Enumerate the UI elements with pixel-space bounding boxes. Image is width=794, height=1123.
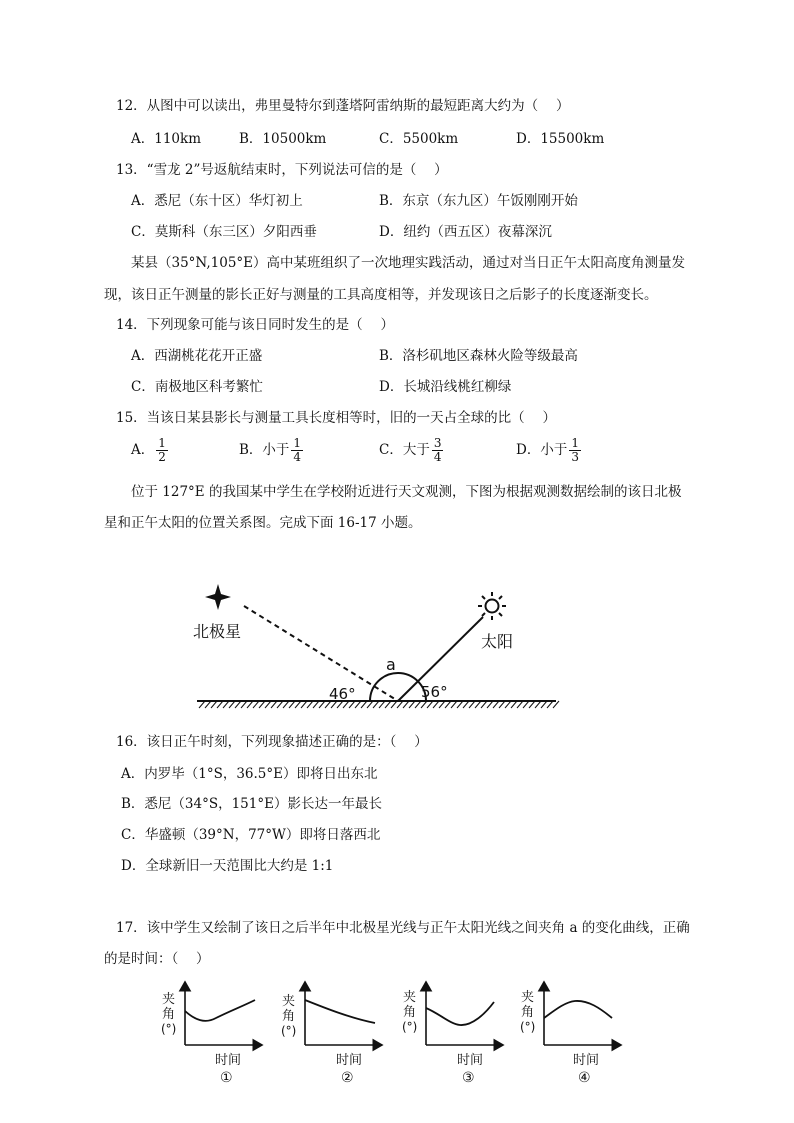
ground-hatch-line — [301, 701, 307, 708]
passage2-line1: 位于 127°E 的我国某中学生在学校附近进行天文观测，下图为根据观测数据绘制的该日北极 — [131, 484, 682, 500]
q16-option-b: B．悉尼（34°S，151°E）影长达一年最长 — [121, 796, 382, 812]
ground-hatch-line — [487, 701, 493, 708]
ground-hatch-line — [205, 701, 211, 708]
ground-hatch-line — [289, 701, 295, 708]
q13-option-c: C．莫斯科（东三区）夕阳西垂 — [131, 224, 317, 240]
graph-2-ylabel-2: 角 — [282, 1009, 296, 1024]
angle-a-label: a — [386, 655, 396, 674]
q12-option-c: C．5500km — [379, 131, 459, 147]
q16-stem: 16．该日正午时刻，下列现象描述正确的是：（ ） — [116, 734, 428, 750]
graph-3-ylabel-2: 角 — [403, 1005, 417, 1020]
graph-2-yunit: (°) — [281, 1024, 297, 1038]
ground-hatch-line — [379, 701, 385, 708]
graph-3 — [402, 982, 503, 1086]
graph-3-number: ③ — [462, 1070, 475, 1086]
graph-4-ylabel-1: 夹 — [521, 990, 535, 1005]
ground-hatch-line — [445, 701, 451, 708]
graph-2-curve — [305, 1000, 375, 1023]
ground-hatch-line — [451, 701, 457, 708]
ground-hatch-line — [199, 701, 205, 708]
ground-hatch-line — [421, 701, 427, 708]
ground-hatch-line — [385, 701, 391, 708]
graph-4-yunit: (°) — [520, 1020, 536, 1034]
passage2-line2: 星和正午太阳的位置关系图。完成下面 16-17 小题。 — [104, 515, 422, 531]
graph-1-ylabel-2: 角 — [162, 1007, 176, 1022]
graph-4-number: ④ — [578, 1070, 591, 1086]
right-angle-label: 56° — [421, 683, 448, 701]
q14-stem: 14．下列现象可能与该日同时发生的是（ ） — [116, 317, 394, 333]
q15-stem: 15．当该日某县影长与测量工具长度相等时，旧的一天占全球的比（ ） — [116, 410, 556, 426]
ground-hatch-line — [361, 701, 367, 708]
ground-hatch-line — [355, 701, 361, 708]
ground-hatch-line — [553, 701, 559, 708]
ground-hatch-line — [283, 701, 289, 708]
q15-option-c — [379, 437, 443, 464]
ground-hatch-line — [265, 701, 271, 708]
ground-hatch-line — [277, 701, 283, 708]
angle-curve-graphs — [0, 978, 794, 1088]
ground-hatch-line — [439, 701, 445, 708]
ground-hatch-line — [391, 701, 397, 708]
graph-2-xlabel: 时间 — [336, 1053, 363, 1068]
ground — [197, 701, 559, 708]
ground-hatch-line — [217, 701, 223, 708]
graph-1-ylabel-1: 夹 — [162, 992, 176, 1007]
ground-hatch-line — [295, 701, 301, 708]
ground-hatch-line — [511, 701, 517, 708]
graph-4 — [520, 982, 621, 1086]
ground-hatch-line — [409, 701, 415, 708]
graph-1-xlabel: 时间 — [215, 1053, 242, 1068]
q17-stem-line1: 17．该中学生又绘制了该日之后半年中北极星光线与正午太阳光线之间夹角 a 的变化曲线，正确 — [116, 920, 690, 936]
ground-hatch-line — [505, 701, 511, 708]
ground-hatch-line — [373, 701, 379, 708]
q15-option-a — [131, 437, 168, 464]
q13-option-d: D．纽约（西五区）夜幕深沉 — [379, 224, 552, 240]
ground-hatch-line — [469, 701, 475, 708]
ground-hatch-line — [367, 701, 373, 708]
q15-option-d — [516, 437, 581, 464]
q15-option-a-prefix: A． — [131, 442, 155, 458]
graph-1-curve — [185, 1000, 255, 1021]
q14-option-b: B．洛杉矶地区森林火险等级最高 — [379, 348, 578, 364]
ground-hatch-line — [475, 701, 481, 708]
sun-label: 太阳 — [481, 632, 514, 651]
ground-hatch-line — [535, 701, 541, 708]
q16-option-d: D．全球新旧一天范围比大约是 1:1 — [121, 858, 334, 874]
graph-2-number: ② — [341, 1070, 354, 1086]
q15-option-b-prefix: B．小于 — [239, 442, 290, 458]
q14-option-a: A．西湖桃花花开正盛 — [131, 348, 263, 364]
graph-4-curve — [544, 1001, 612, 1018]
graph-1 — [161, 982, 262, 1086]
graph-3-curve — [426, 1002, 494, 1025]
left-angle-label: 46° — [329, 685, 356, 703]
graph-1-yunit: (°) — [161, 1022, 177, 1036]
q15-option-a-fraction: $\frac{1}{2}$ — [158, 436, 166, 464]
graph-4-ylabel-2: 角 — [521, 1005, 535, 1020]
ground-hatch-line — [253, 701, 259, 708]
ground-hatch-line — [427, 701, 433, 708]
q16-option-a: A．内罗毕（1°S，36.5°E）即将日出东北 — [121, 766, 378, 782]
ground-hatch-line — [223, 701, 229, 708]
q15-option-d-fraction: $\frac{1}{3}$ — [571, 436, 579, 464]
ground-hatch-line — [481, 701, 487, 708]
ground-hatch-line — [499, 701, 505, 708]
ground-hatch-line — [229, 701, 235, 708]
passage1-line1: 某县（35°N,105°E）高中某班组织了一次地理实践活动，通过对当日正午太阳高度角测量发 — [131, 255, 686, 271]
ground-hatch-line — [517, 701, 523, 708]
q15-option-b-fraction: $\frac{1}{4}$ — [293, 436, 302, 464]
polaris-label: 北极星 — [193, 622, 242, 641]
q12-stem: 12．从图中可以读出，弗里曼特尔到蓬塔阿雷纳斯的最短距离大约为（ ） — [116, 98, 570, 114]
graph-3-xlabel: 时间 — [457, 1053, 484, 1068]
ground-hatch-line — [403, 701, 409, 708]
ground-hatch-line — [493, 701, 499, 708]
ground-hatch-line — [235, 701, 241, 708]
ground-hatch-line — [313, 701, 319, 708]
q14-option-c: C．南极地区科考繁忙 — [131, 379, 263, 395]
sun-icon — [478, 592, 506, 620]
q17-stem-line2: 的是时间：（ ） — [104, 951, 210, 967]
ground-hatch-line — [259, 701, 265, 708]
polaris-star-icon — [205, 584, 231, 610]
graph-3-yunit: (°) — [402, 1020, 418, 1034]
ground-hatch-line — [241, 701, 247, 708]
graph-1-number: ① — [220, 1070, 233, 1086]
q12-option-b: B．10500km — [239, 131, 327, 147]
graph-4-xlabel: 时间 — [573, 1053, 600, 1068]
q12-option-a: A．110km — [131, 131, 201, 147]
ground-hatch-line — [529, 701, 535, 708]
q13-stem: 13．“雪龙 2”号返航结束时，下列说法可信的是（ ） — [116, 162, 448, 178]
ground-hatch-line — [247, 701, 253, 708]
ground-hatch-line — [541, 701, 547, 708]
angle-arc — [370, 673, 426, 701]
ground-hatch-line — [457, 701, 463, 708]
ground-hatch-line — [211, 701, 217, 708]
ground-hatch-line — [547, 701, 553, 708]
graph-2 — [281, 982, 382, 1086]
ground-hatch-line — [307, 701, 313, 708]
ground-hatch-line — [523, 701, 529, 708]
ground-hatch-line — [397, 701, 403, 708]
ground-hatch-line — [319, 701, 325, 708]
q15-option-c-prefix: C．大于 — [379, 442, 430, 458]
ground-hatch-line — [271, 701, 277, 708]
ground-hatch-line — [433, 701, 439, 708]
q13-option-b: B．东京（东九区）午饭刚刚开始 — [379, 193, 578, 209]
ground-hatch-line — [415, 701, 421, 708]
q15-option-d-prefix: D．小于 — [516, 442, 568, 458]
q14-option-d: D．长城沿线桃红柳绿 — [379, 379, 512, 395]
q15-option-b — [239, 437, 303, 464]
q16-option-c: C．华盛顿（39°N，77°W）即将日落西北 — [121, 827, 381, 843]
graph-2-ylabel-1: 夹 — [282, 994, 296, 1009]
graph-3-ylabel-1: 夹 — [403, 990, 417, 1005]
passage1-line2: 现，该日正午测量的影长正好与测量的工具高度相等，并发现该日之后影子的长度逐渐变长。 — [104, 287, 658, 303]
q13-option-a: A．悉尼（东十区）华灯初上 — [131, 193, 303, 209]
ground-hatch-line — [463, 701, 469, 708]
q15-option-c-fraction: $\frac{3}{4}$ — [433, 436, 442, 464]
polaris-sun-figure — [0, 578, 794, 718]
q12-option-d: D．15500km — [516, 131, 605, 147]
